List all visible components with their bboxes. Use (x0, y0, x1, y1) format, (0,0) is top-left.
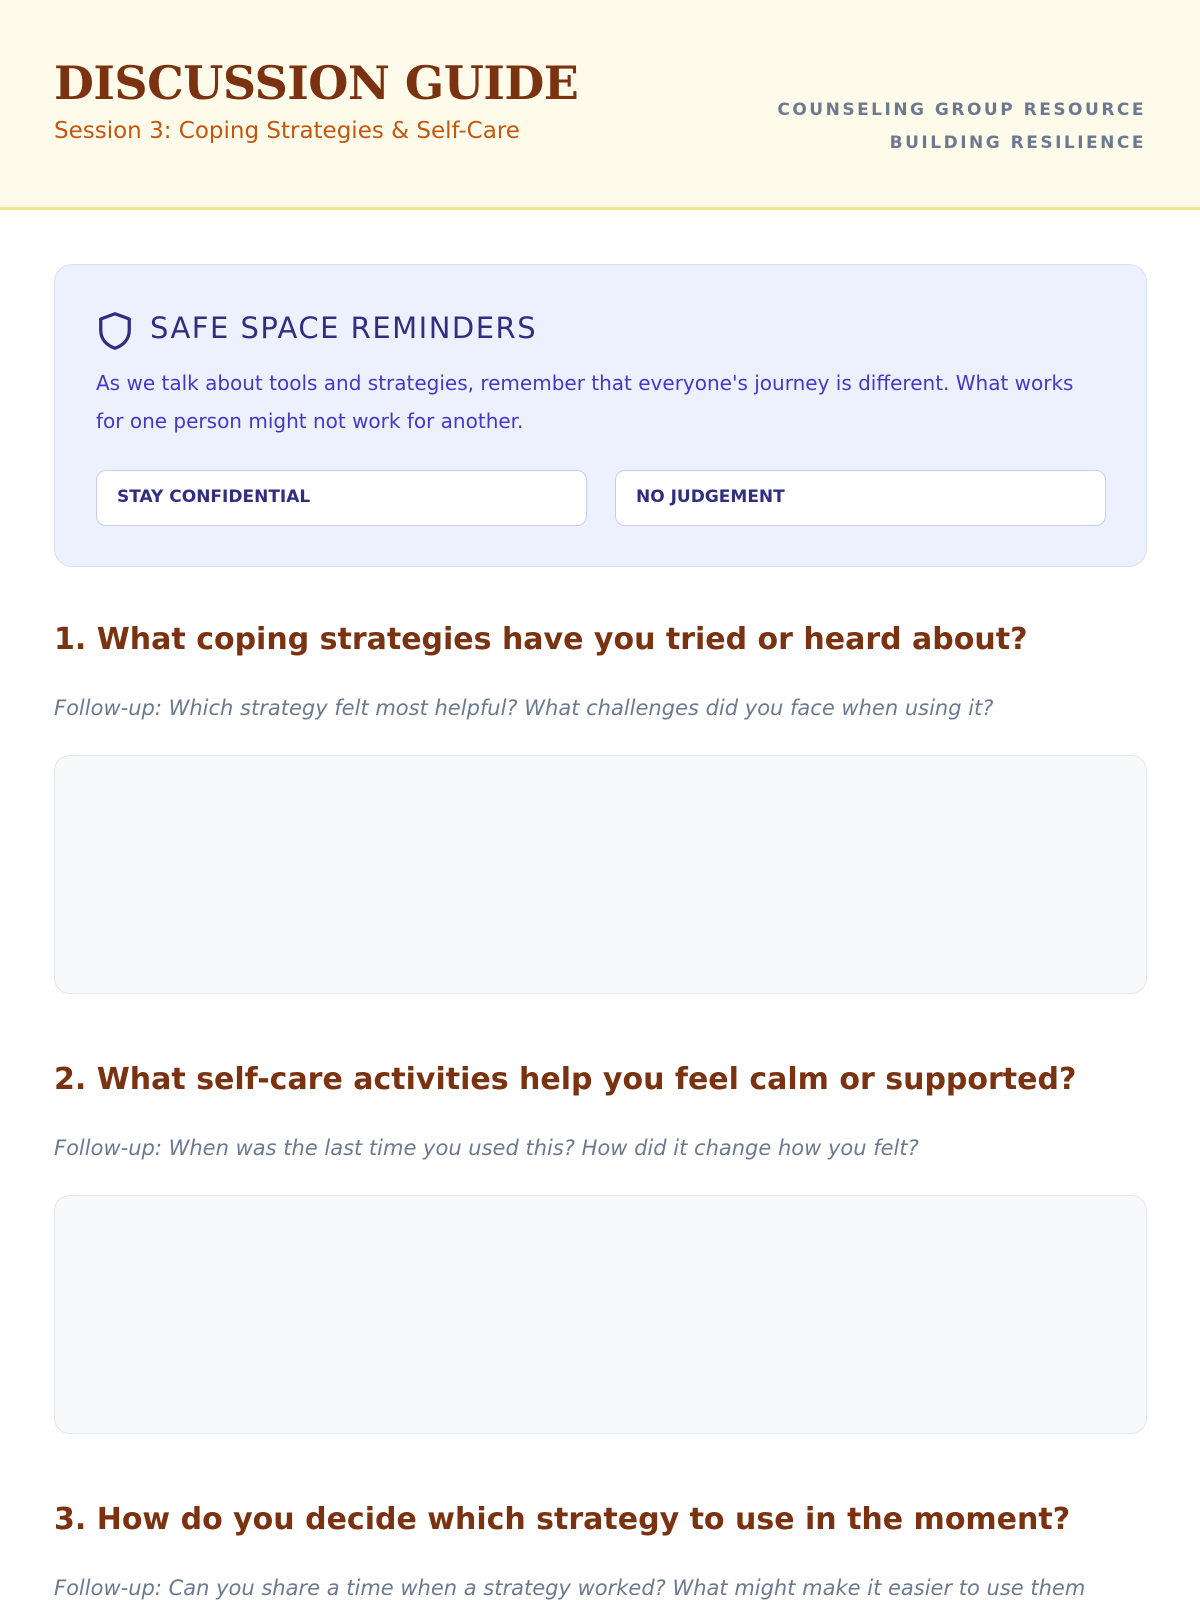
rule-no-judgement: NO JUDGEMENT (615, 470, 1106, 526)
page-title: DISCUSSION GUIDE (54, 56, 579, 110)
reminders-text: As we talk about tools and strategies, remember that everyone's journey is different. What works for one person might not work for another. (96, 371, 1074, 433)
followup-1: Follow-up: Which strategy felt most helpful? What challenges did you face when using it? (54, 696, 994, 720)
followup-3: Follow-up: Can you share a time when a strategy worked? What might make it easier to use them (54, 1576, 1086, 1600)
resource-label: COUNSELING GROUP RESOURCE (777, 100, 1146, 120)
answer-box-2[interactable] (54, 1195, 1147, 1434)
followup-2: Follow-up: When was the last time you used this? How did it change how you felt? (54, 1136, 919, 1160)
header-labels (777, 94, 1146, 160)
question-2: 2. What self-care activities help you feel calm or supported? (54, 1062, 1077, 1097)
rule-stay-confidential: STAY CONFIDENTIAL (96, 470, 587, 526)
shield-icon (97, 311, 133, 351)
safe-space-reminders-card (54, 264, 1147, 567)
answer-box-1[interactable] (54, 755, 1147, 994)
theme-label: BUILDING RESILIENCE (889, 133, 1146, 153)
reminders-title: SAFE SPACE REMINDERS (150, 311, 538, 345)
question-3: 3. How do you decide which strategy to use in the moment? (54, 1502, 1071, 1537)
session-subtitle: Session 3: Coping Strategies & Self-Care (54, 118, 520, 144)
question-1: 1. What coping strategies have you tried or heard about? (54, 622, 1028, 657)
page-header (0, 0, 1200, 210)
